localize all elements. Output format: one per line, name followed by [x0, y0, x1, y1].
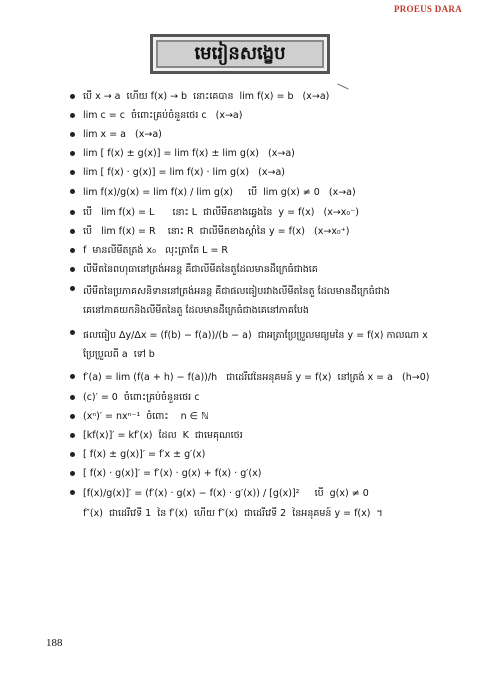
summary-list — [70, 90, 462, 526]
title-box — [150, 34, 330, 74]
list-item: lim [ f(x) ± g(x)] = lim f(x) ± lim g(x) (x→a) — [70, 147, 462, 160]
list-item: បើ lim f(x) = L នោះ L ជាលីមីតខាងឆ្វេងនៃ y = f(x) (x→x₀⁻) — [70, 206, 462, 219]
list-item: f″(x) ជាដេរីវេទី 1 នៃ f′(x) ហើយ f″(x) ជាដេរីវេទី 2 នៃអនុគមន៍ y = f(x) ។ — [83, 508, 383, 519]
list-item: [ f(x) · g(x)]′ = f′(x) · g(x) + f(x) · g′(x) — [70, 467, 462, 480]
list-item: លីមីតនៃពហុធានៅត្រង់អនន្ត គឺជាលីមីតនៃតួដែលមានដឺក្រេធំជាងគេ — [70, 263, 462, 276]
list-item: (xⁿ)′ = nxⁿ⁻¹ ចំពោះ n ∈ ℕ — [70, 410, 462, 423]
list-item: (c)′ = 0 ចំពោះគ្រប់ចំនួនថេរ c — [70, 391, 462, 404]
list-item: [f(x)/g(x)]′ = (f′(x) · g(x) − f(x) · g′(x)) / [g(x)]² បើ g(x) ≠ 0 — [70, 486, 462, 501]
list-item: ផលធៀប Δy/Δx = (f(b) − f(a))/(b − a) ជាអត្រាប្រែប្រួលមធ្យមនៃ y = f(x) កាលណា x ប្រែប្រួលពី a ទៅ b — [70, 326, 462, 364]
page-number: 188 — [46, 637, 63, 649]
list-item: lim [ f(x) · g(x)] = lim f(x) · lim g(x) (x→a) — [70, 166, 462, 179]
list-item: f មានលីមីតត្រង់ x₀ លុះត្រាតែ L = R — [70, 244, 462, 257]
list-item: f′(a) = lim (f(a + h) − f(a))/h ជាដេរីវេនៃអនុគមន៍ y = f(x) នៅត្រង់ x = a (h→0) — [70, 370, 462, 385]
list-item: lim c = c ចំពោះគ្រប់ចំនួនថេរ c (x→a) — [70, 109, 462, 122]
list-item: [kf(x)]′ = kf′(x) ដែល K ជាមេគុណថេរ — [70, 429, 462, 442]
list-item: lim f(x)/g(x) = lim f(x) / lim g(x) បើ lim g(x) ≠ 0 (x→a) — [70, 185, 462, 200]
list-item: បើ x → a ហើយ f(x) → b នោះគេបាន lim f(x) = b (x→a) — [70, 90, 462, 103]
list-item: លីមីតនៃប្រភាគសនិទាននៅត្រង់អនន្ត គឺជាផលធៀបរវាងលីមីតនៃតួ ដែលមានដឺក្រេធំជាង គេនៅភាគយកនិងលីមីតនៃតួ ដែលមានដឺក្រេធំជាងគេនៅភាគបែង — [70, 282, 462, 320]
header-brand: PROEUS DARA — [393, 4, 462, 14]
page-title: មេរៀនសង្ខេប — [194, 43, 286, 64]
list-item: lim x = a (x→a) — [70, 128, 462, 141]
decorative-dash — [337, 84, 348, 90]
list-item: [ f(x) ± g(x)]′ = f′x ± g′(x) — [70, 448, 462, 461]
list-item: បើ lim f(x) = R នោះ R ជាលីមីតខាងស្ដាំនៃ y = f(x) (x→x₀⁺) — [70, 225, 462, 238]
